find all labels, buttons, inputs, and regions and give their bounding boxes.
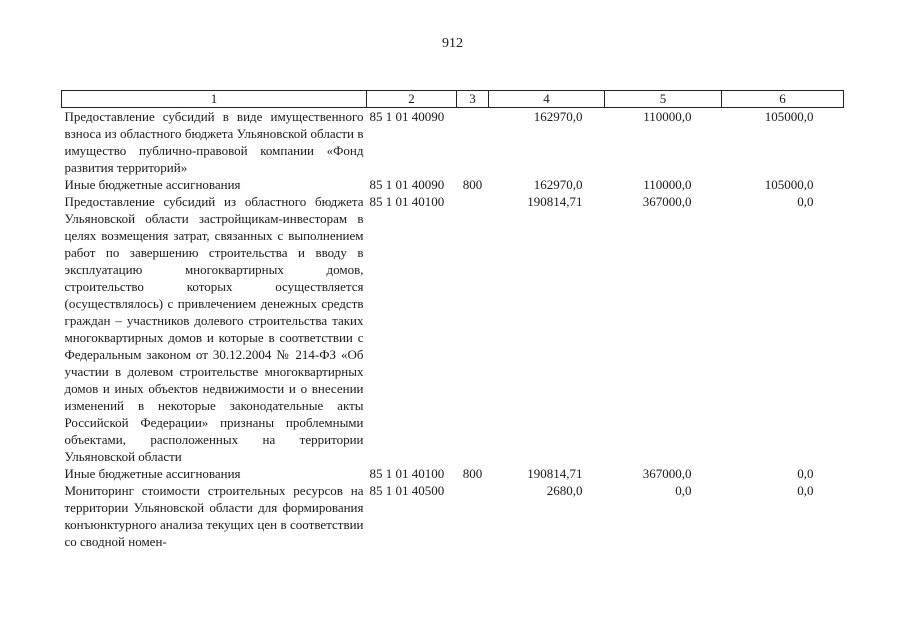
row-type: 800 [462, 466, 483, 481]
row-type [457, 193, 489, 465]
row-value-col6: 105000,0 [764, 177, 814, 192]
row-value-col6: 0,0 [797, 194, 814, 209]
row-value-col5: 110000,0 [643, 109, 692, 124]
header-row [62, 91, 844, 108]
budget-table [61, 90, 844, 550]
row-value-col4: 162970,0 [533, 177, 583, 192]
row-value-col6: 105000,0 [764, 109, 814, 124]
table-row [62, 193, 844, 465]
page-number: 912 [442, 36, 463, 51]
table-row [62, 482, 844, 550]
row-value-col6: 0,0 [797, 466, 814, 481]
row-value-col4: 2680,0 [546, 483, 583, 498]
header-col-1: 1 [62, 91, 367, 108]
row-name: Предоставление субсидий из областного бюджета Ульяновской области застройщикам-инвесторам в целях возмещения затрат, связанных с выполнением работ по завершению строительства и вводу в эксплуатацию многоквартирных домов, строительство которых осуществляется (осуществлялось) с привлечением денежных средств граждан – участников долевого строительства таких многоквартирных домов и которые в соответствии с Федеральным законом от 30.12.2004 № 214-ФЗ «Об участии в долевом строительстве многоквартирных домов и иных объектов недвижимости и о внесении изменений в некоторые законодательные акты Российской Федерации» признаны проблемными объектами, расположенных на территории Ульяновской области [64, 194, 364, 464]
row-value-col4: 190814,71 [527, 466, 583, 481]
row-type [457, 482, 489, 550]
row-value-col5: 367000,0 [642, 194, 692, 209]
row-name: Предоставление субсидий в виде имущественного взноса из областного бюджета Ульяновской области в имущество публично-правовой компании «Фонд развития территорий» [64, 109, 364, 175]
row-code: 85 1 01 40090 [369, 109, 445, 124]
row-type: 800 [462, 177, 483, 192]
table-row [62, 108, 844, 177]
table-row [62, 465, 844, 482]
header-col-6: 6 [722, 91, 844, 108]
header-col-4: 4 [489, 91, 605, 108]
row-value-col4: 162970,0 [533, 109, 583, 124]
row-name: Иные бюджетные ассигнования [64, 466, 241, 481]
row-value-col4: 190814,71 [527, 194, 583, 209]
row-code: 85 1 01 40090 [369, 177, 445, 192]
header-col-3: 3 [457, 91, 489, 108]
row-code: 85 1 01 40100 [369, 194, 445, 209]
row-name: Мониторинг стоимости строительных ресурсов на территории Ульяновской области для формирования конъюнктурного анализа текущих цен в соответствии со сводной номен- [64, 483, 364, 549]
header-col-5: 5 [605, 91, 722, 108]
table-row [62, 176, 844, 193]
row-code: 85 1 01 40100 [369, 466, 445, 481]
row-value-col5: 110000,0 [643, 177, 692, 192]
row-value-col6: 0,0 [797, 483, 814, 498]
row-type [457, 108, 489, 177]
header-col-2: 2 [367, 91, 457, 108]
row-name: Иные бюджетные ассигнования [64, 177, 241, 192]
row-value-col5: 0,0 [675, 483, 692, 498]
row-code: 85 1 01 40500 [369, 483, 445, 498]
row-value-col5: 367000,0 [642, 466, 692, 481]
